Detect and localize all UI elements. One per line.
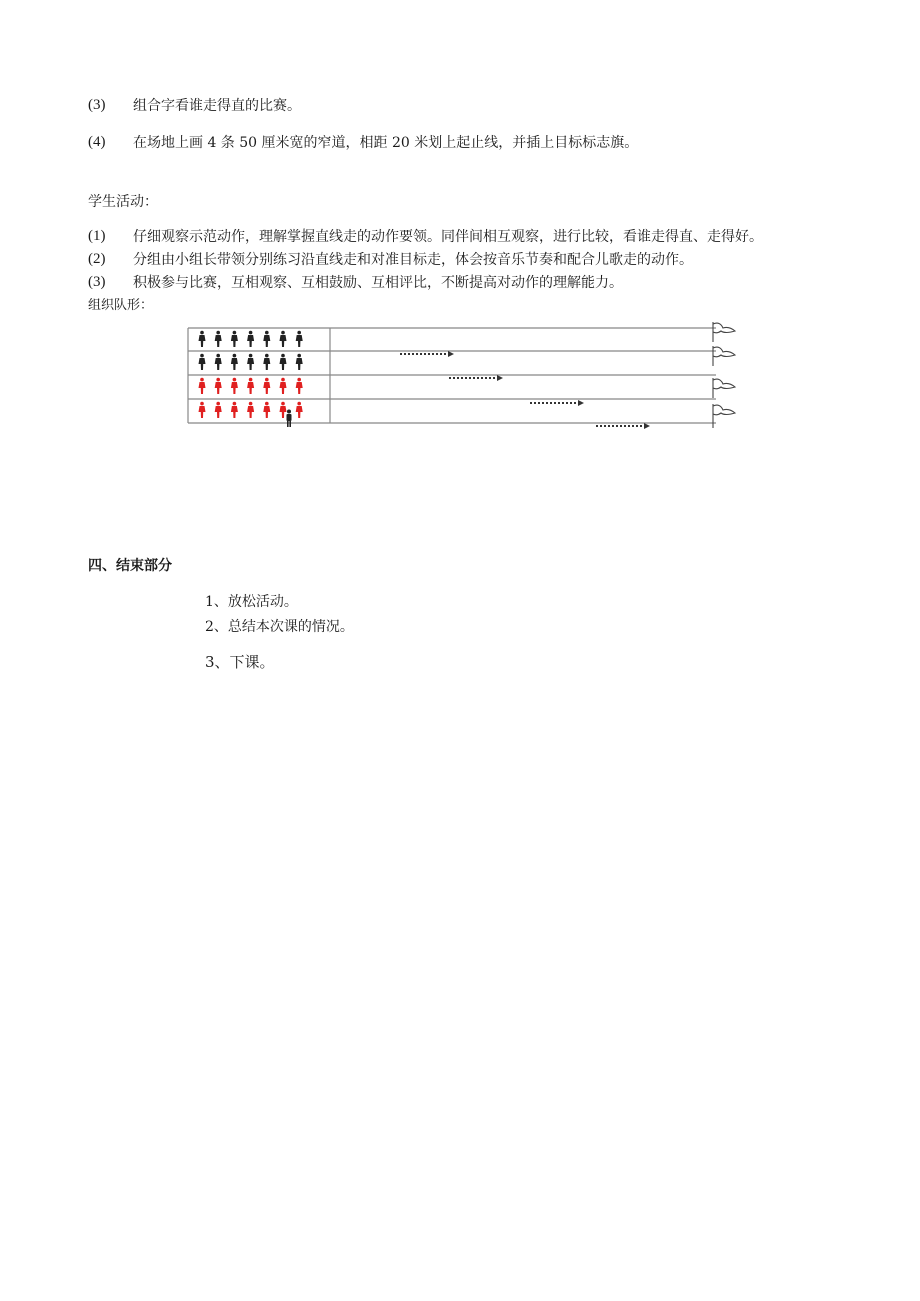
- student-figure: [247, 402, 254, 418]
- student-figure: [280, 378, 287, 394]
- flag-icon: [713, 404, 735, 428]
- ending-item: 2、总结本次课的情况。: [205, 619, 354, 635]
- student-activity-heading: 学生活动：: [88, 194, 158, 210]
- student-figure: [296, 331, 303, 347]
- student-figure: [215, 331, 222, 347]
- student-figure: [231, 331, 238, 347]
- student-figure: [263, 354, 270, 370]
- student-figure: [215, 402, 222, 418]
- flag-icon: [713, 346, 735, 366]
- student-figure: [247, 354, 254, 370]
- student-item-text: 积极参与比赛，互相观察、互相鼓励、互相评比，不断提高对动作的理解能力。: [133, 275, 623, 291]
- formation-label: 组织队形：: [88, 298, 154, 313]
- student-figure: [199, 331, 206, 347]
- student-figure: [296, 402, 303, 418]
- student-figure: [263, 402, 270, 418]
- student-figure: [215, 354, 222, 370]
- direction-arrows: [400, 354, 644, 426]
- teacher-item-text: 组合字看谁走得直的比赛。: [133, 98, 301, 114]
- student-figure: [199, 402, 206, 418]
- student-figure: [296, 378, 303, 394]
- student-figure: [231, 402, 238, 418]
- student-figures: [199, 331, 303, 418]
- item-number: (4): [88, 134, 106, 150]
- item-number: (1): [88, 228, 106, 244]
- student-figure: [247, 331, 254, 347]
- ending-item: 1、放松活动。: [205, 594, 298, 610]
- student-item-text: 分组由小组长带领分别练习沿直线走和对准目标走，体会按音乐节奏和配合儿歌走的动作。: [133, 252, 693, 268]
- target-flags: [713, 322, 735, 428]
- student-figure: [199, 378, 206, 394]
- item-number: (3): [88, 97, 106, 113]
- formation-diagram: [186, 322, 746, 434]
- student-item-text: 仔细观察示范动作，理解掌握直线走的动作要领。同伴间相互观察，进行比较，看谁走得直、走得好。: [133, 229, 763, 245]
- student-figure: [215, 378, 222, 394]
- student-figure: [280, 354, 287, 370]
- student-figure: [231, 354, 238, 370]
- arrow-heads: [448, 351, 650, 429]
- student-figure: [199, 354, 206, 370]
- student-figure: [296, 354, 303, 370]
- teacher-item-text: 在场地上画 4 条 50 厘米宽的窄道，相距 20 米划上起止线，并插上目标标志旗。: [133, 135, 639, 151]
- student-figure: [280, 402, 287, 418]
- item-number: (2): [88, 251, 106, 267]
- student-figure: [263, 331, 270, 347]
- flag-icon: [713, 322, 735, 342]
- flag-icon: [713, 378, 735, 398]
- item-number: (3): [88, 274, 106, 290]
- student-figure: [280, 331, 287, 347]
- ending-item: 3、下课。: [205, 653, 275, 671]
- student-figure: [231, 378, 238, 394]
- student-figure: [263, 378, 270, 394]
- ending-heading: 四、结束部分: [88, 558, 172, 574]
- leader-figure: [287, 410, 292, 428]
- student-figure: [247, 378, 254, 394]
